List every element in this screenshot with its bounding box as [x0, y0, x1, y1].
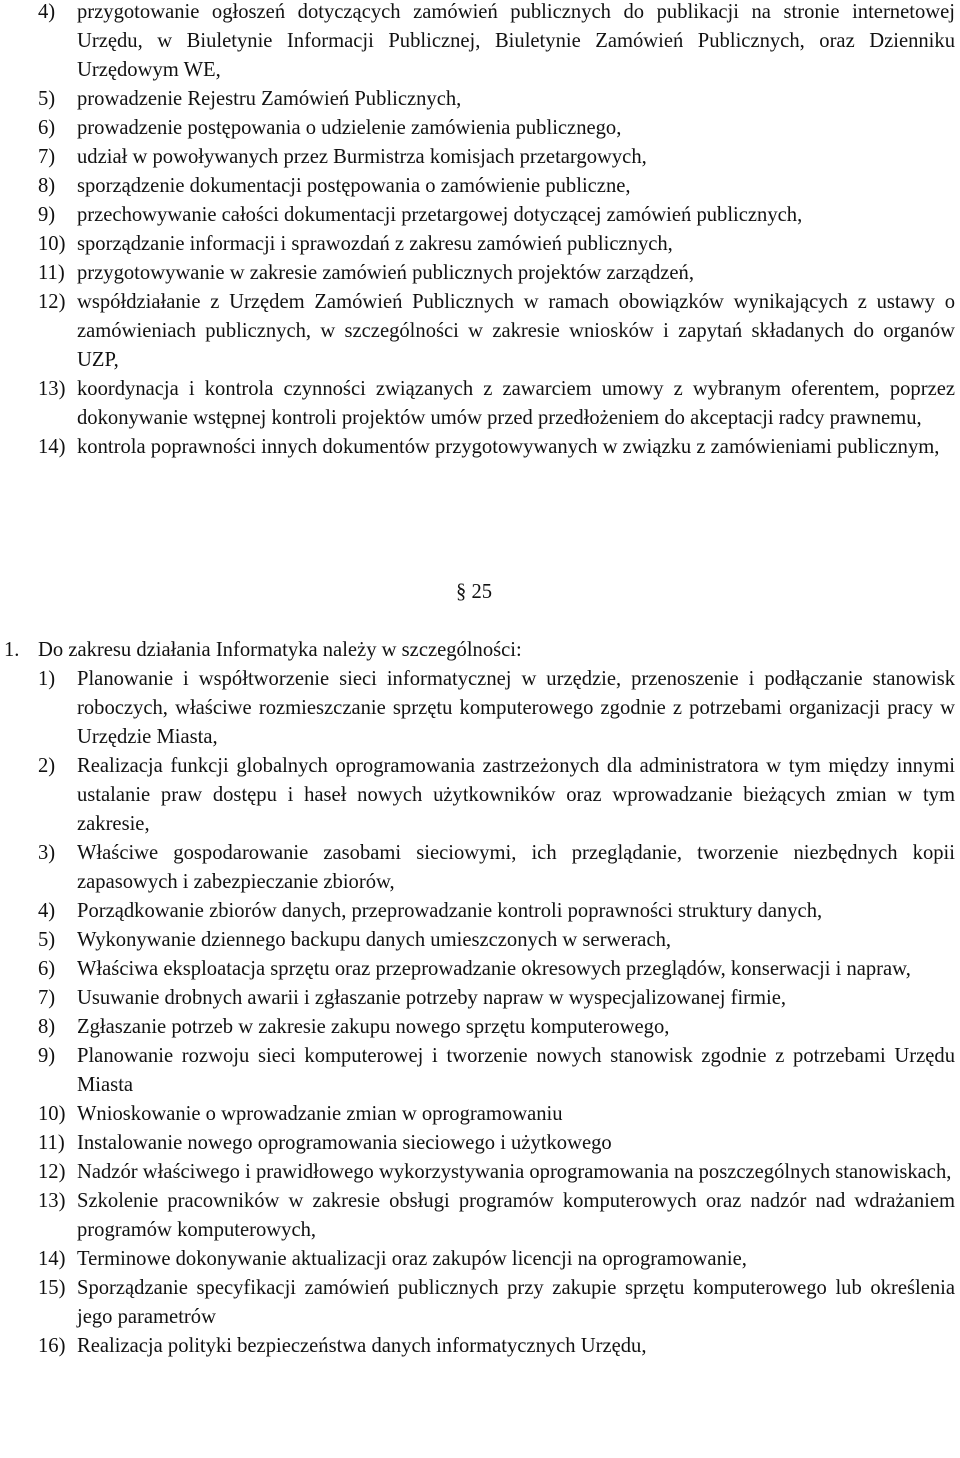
- item-text: Usuwanie drobnych awarii i zgłaszanie potrzeby napraw w wyspecjalizowanej firmie,: [77, 987, 787, 1009]
- item-number: 14): [38, 436, 66, 458]
- list-item: [38, 172, 955, 201]
- item-number: 5): [38, 88, 56, 110]
- item-number: 12): [38, 291, 66, 313]
- duties-list-continued: [38, 0, 955, 462]
- list-item: [38, 1042, 955, 1100]
- item-number: 9): [38, 1045, 56, 1067]
- it-duties-list: [38, 665, 955, 1361]
- item-text: sporządzenie dokumentacji postępowania o zamówienie publiczne,: [77, 175, 631, 197]
- item-text: współdziałanie z Urzędem Zamówień Publicznych w ramach obowiązków wynikających z ustawy o zamówieniach publicznych, w szczególności w zakresie wniosków i zapytań składanych do organów UZP,: [77, 291, 955, 371]
- item-text: Porządkowanie zbiorów danych, przeprowadzanie kontroli poprawności struktury danych,: [77, 900, 823, 922]
- list-item: [38, 752, 955, 839]
- item-text: Terminowe dokonywanie aktualizacji oraz zakupów licencji na oprogramowanie,: [77, 1248, 747, 1270]
- item-number: 4): [38, 900, 56, 922]
- item-text: przygotowanie ogłoszeń dotyczących zamówień publicznych do publikacji na stronie internetowej Urzędu, w Biuletynie Informacji Publicznej, Biuletynie Zamówień Publicznych, oraz Dzienniku Urzędowym WE,: [77, 1, 955, 81]
- item-number: 3): [38, 842, 56, 864]
- item-text: Realizacja funkcji globalnych oprogramowania zastrzeżonych dla administratora w tym między innymi ustalanie praw dostępu i haseł nowych użytkowników oraz wprowadzanie bieżących zmian w tym zakresie,: [77, 755, 955, 835]
- item-number: 7): [38, 146, 56, 168]
- list-item: [38, 201, 955, 230]
- list-item: [38, 114, 955, 143]
- item-number: 12): [38, 1161, 66, 1183]
- item-text: Właściwa eksploatacja sprzętu oraz przeprowadzanie okresowych przeglądów, konserwacji i napraw,: [77, 958, 911, 980]
- item-text: Wnioskowanie o wprowadzanie zmian w oprogramowaniu: [77, 1103, 563, 1125]
- item-text: Instalowanie nowego oprogramowania sieciowego i użytkowego: [77, 1132, 612, 1154]
- item-text: prowadzenie postępowania o udzielenie zamówienia publicznego,: [77, 117, 622, 139]
- item-number: 4): [38, 1, 56, 23]
- item-text: Zgłaszanie potrzeb w zakresie zakupu nowego sprzętu komputerowego,: [77, 1016, 670, 1038]
- item-number: 2): [38, 755, 56, 777]
- list-item: [38, 926, 955, 955]
- item-text: Nadzór właściwego i prawidłowego wykorzystywania oprogramowania na poszczególnych stanowiskach,: [77, 1161, 952, 1183]
- item-text: przechowywanie całości dokumentacji przetargowej dotyczącej zamówień publicznych,: [77, 204, 803, 226]
- item-number: 14): [38, 1248, 66, 1270]
- item-number: 13): [38, 378, 66, 400]
- item-number: 6): [38, 117, 56, 139]
- list-item: [38, 1100, 955, 1129]
- list-item: [38, 665, 955, 752]
- section-paragraph: [4, 636, 954, 665]
- item-text: Realizacja polityki bezpieczeństwa danych informatycznych Urzędu,: [77, 1335, 647, 1357]
- item-number: 16): [38, 1335, 66, 1357]
- item-text: Właściwe gospodarowanie zasobami sieciowymi, ich przeglądanie, tworzenie niezbędnych kopii zapasowych i zabezpieczanie zbiorów,: [77, 842, 955, 893]
- list-item: [38, 230, 955, 259]
- section-heading: § 25: [456, 581, 493, 603]
- list-item: [38, 955, 955, 984]
- paragraph-number: 1.: [4, 639, 20, 661]
- paragraph-text: Do zakresu działania Informatyka należy w szczególności:: [38, 639, 522, 661]
- item-text: przygotowywanie w zakresie zamówień publicznych projektów zarządzeń,: [77, 262, 694, 284]
- list-item: [38, 1187, 955, 1245]
- item-text: udział w powoływanych przez Burmistrza komisjach przetargowych,: [77, 146, 647, 168]
- item-number: 10): [38, 233, 66, 255]
- list-item: [38, 259, 955, 288]
- item-number: 7): [38, 987, 56, 1009]
- list-item: [38, 288, 955, 375]
- list-item: [38, 1245, 955, 1274]
- list-item: [38, 433, 955, 462]
- item-text: Wykonywanie dziennego backupu danych umieszczonych w serwerach,: [77, 929, 672, 951]
- list-item: [38, 143, 955, 172]
- list-item: [38, 1158, 955, 1187]
- item-number: 5): [38, 929, 56, 951]
- list-item: [38, 1332, 955, 1361]
- list-item: [38, 984, 955, 1013]
- item-text: Sporządzanie specyfikacji zamówień publicznych przy zakupie sprzętu komputerowego lub określenia jego parametrów: [77, 1277, 955, 1328]
- item-number: 8): [38, 1016, 56, 1038]
- list-item: [38, 839, 955, 897]
- list-item: [38, 375, 955, 433]
- item-text: Planowanie rozwoju sieci komputerowej i tworzenie nowych stanowisk zgodnie z potrzebami Urzędu Miasta: [77, 1045, 955, 1096]
- item-text: Planowanie i współtworzenie sieci informatycznej w urzędzie, przenoszenie i podłączanie stanowisk roboczych, właściwe rozmieszczanie sprzętu komputerowego zgodnie z potrzebami organizacji pracy w Urzędzie Miasta,: [77, 668, 955, 748]
- item-number: 8): [38, 175, 56, 197]
- list-item: [38, 85, 955, 114]
- item-number: 11): [38, 1132, 65, 1154]
- list-item: [38, 0, 955, 85]
- item-text: kontrola poprawności innych dokumentów przygotowywanych w związku z zamówieniami publicznym,: [77, 436, 940, 458]
- list-item: [38, 1274, 955, 1332]
- item-number: 10): [38, 1103, 66, 1125]
- item-text: sporządzanie informacji i sprawozdań z zakresu zamówień publicznych,: [77, 233, 673, 255]
- item-number: 1): [38, 668, 56, 690]
- item-text: prowadzenie Rejestru Zamówień Publicznych,: [77, 88, 462, 110]
- item-number: 15): [38, 1277, 66, 1299]
- item-number: 13): [38, 1190, 66, 1212]
- item-number: 9): [38, 204, 56, 226]
- list-item: [38, 1013, 955, 1042]
- list-item: [38, 897, 955, 926]
- list-item: [38, 1129, 955, 1158]
- item-text: Szkolenie pracowników w zakresie obsługi programów komputerowych oraz nadzór nad wdrażaniem programów komputerowych,: [77, 1190, 955, 1241]
- item-text: koordynacja i kontrola czynności związanych z zawarciem umowy z wybranym oferentem, poprzez dokonywanie wstępnej kontroli projektów umów przed przedłożeniem do akceptacji radcy prawnemu,: [77, 378, 955, 429]
- item-number: 6): [38, 958, 56, 980]
- item-number: 11): [38, 262, 65, 284]
